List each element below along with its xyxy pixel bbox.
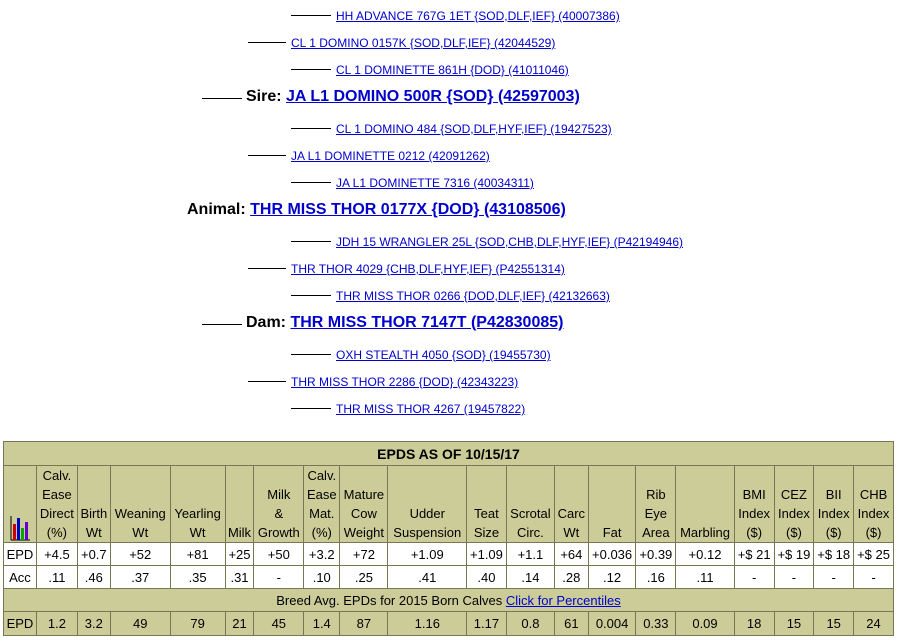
breed-avg-value-cell: 0.33 xyxy=(636,612,676,636)
epd-value-cell: +0.12 xyxy=(676,543,735,566)
epd-row-label: EPD xyxy=(4,543,37,566)
epd-value-cell: +$ 21 xyxy=(734,543,774,566)
epd-col-header-line: Milk xyxy=(227,525,252,540)
pedigree-sire-sire-link[interactable]: CL 1 DOMINO 0157K {SOD,DLF,IEF} (42044529) xyxy=(291,36,556,50)
epd-col-header-line: Index xyxy=(817,506,850,521)
epd-chart-cell[interactable] xyxy=(4,466,37,543)
epd-col-header-line: Weaning xyxy=(114,506,166,521)
breed-avg-value-cell: 1.17 xyxy=(467,612,507,636)
breed-avg-value-cell: 24 xyxy=(854,612,894,636)
epd-col-header-line: Wt xyxy=(189,525,206,540)
epd-col-header-line: Birth xyxy=(80,506,108,521)
epd-value-cell: +$ 25 xyxy=(854,543,894,566)
breed-avg-value-cell: 3.2 xyxy=(77,612,110,636)
epd-value-cell: +0.036 xyxy=(588,543,636,566)
epd-col-header-line: Marbling xyxy=(680,525,730,540)
avg-row-label: EPD xyxy=(4,612,37,636)
epd-col-header xyxy=(554,466,588,543)
acc-value-cell: .46 xyxy=(77,566,110,589)
pedigree-sire-dam-dam-link[interactable]: JA L1 DOMINETTE 7316 (40034311) xyxy=(336,176,534,190)
breed-avg-value-cell: 1.2 xyxy=(36,612,77,636)
epd-col-header-line: ($) xyxy=(825,525,842,540)
acc-value-cell: .25 xyxy=(340,566,388,589)
epd-col-header-line: Index xyxy=(857,506,890,521)
epd-value-cell: +$ 18 xyxy=(814,543,854,566)
epd-col-header xyxy=(388,466,467,543)
epd-col-header-line: & xyxy=(274,506,284,521)
acc-value-cell: - xyxy=(774,566,814,589)
epd-value-cell: +81 xyxy=(170,543,225,566)
epd-col-header-line: Udder xyxy=(409,506,445,521)
epd-col-header-line: BII xyxy=(825,487,842,502)
epd-col-header xyxy=(588,466,636,543)
epd-col-header xyxy=(304,466,340,543)
breed-avg-value-cell: 61 xyxy=(554,612,588,636)
epd-col-header-line: Ease xyxy=(306,487,337,502)
pedigree-sire-dam-link[interactable]: JA L1 DOMINETTE 0212 (42091262) xyxy=(291,149,490,163)
epd-col-header-line: BMI xyxy=(742,487,766,502)
epd-col-header-line: Index xyxy=(778,506,810,521)
epd-col-header-line: Ease xyxy=(42,487,72,502)
epd-col-header xyxy=(774,466,814,543)
breed-avg-caption xyxy=(4,589,894,612)
acc-value-cell: .11 xyxy=(676,566,735,589)
epd-col-header xyxy=(734,466,774,543)
pedigree-dam-dam-link[interactable]: THR MISS THOR 2286 {DOD} (42343223) xyxy=(291,375,519,389)
epd-col-header-line: Cow xyxy=(350,506,377,521)
epd-col-header-line: Calv. xyxy=(307,468,337,483)
epd-col-header-line: Fat xyxy=(602,525,622,540)
dam-label: Dam: xyxy=(246,314,287,331)
epd-col-header-line: Milk xyxy=(267,487,291,502)
epd-col-header xyxy=(77,466,110,543)
breed-avg-value-cell: 15 xyxy=(774,612,814,636)
breed-avg-value-cell: 0.8 xyxy=(506,612,554,636)
epd-value-cell: +50 xyxy=(254,543,304,566)
epd-col-header-line: (%) xyxy=(46,525,67,540)
breed-avg-value-cell: 18 xyxy=(734,612,774,636)
epd-col-header-line: (%) xyxy=(311,525,332,540)
epd-col-header xyxy=(854,466,894,543)
pedigree-dam-sire-sire-link[interactable]: JDH 15 WRANGLER 25L {SOD,CHB,DLF,HYF,IEF} (P42194946) xyxy=(336,235,684,249)
acc-value-cell: .40 xyxy=(467,566,507,589)
breed-avg-value-cell: 0.004 xyxy=(588,612,636,636)
acc-value-cell: - xyxy=(254,566,304,589)
epd-table xyxy=(3,441,894,636)
breed-avg-value-cell: 87 xyxy=(340,612,388,636)
pedigree-dam-sire-link[interactable]: THR THOR 4029 {CHB,DLF,HYF,IEF} (P42551314) xyxy=(291,262,565,276)
epd-col-header-line: Direct xyxy=(39,506,74,521)
bar-chart-icon[interactable] xyxy=(9,514,31,542)
acc-value-cell: .14 xyxy=(506,566,554,589)
epd-value-cell: +72 xyxy=(340,543,388,566)
epd-value-cell: +0.39 xyxy=(636,543,676,566)
epd-col-header-line: Calv. xyxy=(42,468,72,483)
epd-col-header-line: Growth xyxy=(257,525,300,540)
epd-col-header-line: ($) xyxy=(785,525,802,540)
epd-value-cell: +$ 19 xyxy=(774,543,814,566)
acc-value-cell: .37 xyxy=(110,566,170,589)
acc-value-cell: - xyxy=(814,566,854,589)
epd-value-cell: +1.09 xyxy=(388,543,467,566)
epd-col-header-line: Wt xyxy=(563,525,580,540)
pedigree-dam-sire-dam-link[interactable]: THR MISS THOR 0266 {DOD,DLF,IEF} (42132663) xyxy=(336,289,610,303)
epd-value-cell: +0.7 xyxy=(77,543,110,566)
acc-value-cell: .28 xyxy=(554,566,588,589)
epd-col-header-line: Mature xyxy=(343,487,385,502)
pedigree-sire-dam-sire-link[interactable]: CL 1 DOMINO 484 {SOD,DLF,HYF,IEF} (19427523) xyxy=(336,122,612,136)
epd-col-header-line: Weight xyxy=(343,525,385,540)
epd-value-cell: +1.09 xyxy=(467,543,507,566)
breed-avg-value-cell: 1.16 xyxy=(388,612,467,636)
epd-col-header xyxy=(467,466,507,543)
breed-avg-value-cell: 15 xyxy=(814,612,854,636)
pedigree-sire-sire-sire-link[interactable]: HH ADVANCE 767G 1ET {SOD,DLF,IEF} (40007386) xyxy=(336,9,620,23)
epd-value-cell: +52 xyxy=(110,543,170,566)
acc-value-cell: .35 xyxy=(170,566,225,589)
breed-avg-value-cell: 45 xyxy=(254,612,304,636)
animal-link[interactable]: THR MISS THOR 0177X {DOD} (43108506) xyxy=(250,201,566,218)
epd-col-header-line: Suspension xyxy=(393,525,462,540)
sire-label: Sire: xyxy=(246,88,282,105)
breed-avg-value-cell: 79 xyxy=(170,612,225,636)
epd-col-header-line: Wt xyxy=(85,525,102,540)
epd-col-header-line: Mat. xyxy=(309,506,335,521)
epd-col-header xyxy=(110,466,170,543)
breed-avg-value-cell: 0.09 xyxy=(676,612,735,636)
acc-value-cell: - xyxy=(854,566,894,589)
epd-col-header xyxy=(676,466,735,543)
epd-col-header-line: CEZ xyxy=(780,487,807,502)
sire-link[interactable]: JA L1 DOMINO 500R {SOD} (42597003) xyxy=(286,88,580,105)
epd-col-header-line: Yearling xyxy=(174,506,221,521)
pedigree-sire-sire-dam-link[interactable]: CL 1 DOMINETTE 861H {DOD} (41011046) xyxy=(336,63,569,77)
epd-value-cell: +25 xyxy=(225,543,254,566)
epd-col-header-line: Rib xyxy=(646,487,666,502)
acc-value-cell: .10 xyxy=(304,566,340,589)
acc-value-cell: .16 xyxy=(636,566,676,589)
epd-value-cell: +3.2 xyxy=(304,543,340,566)
epd-col-header-line: Size xyxy=(473,525,500,540)
epd-value-cell: +1.1 xyxy=(506,543,554,566)
epd-col-header xyxy=(636,466,676,543)
epd-col-header-line: Index xyxy=(738,506,771,521)
epd-col-header-line: ($) xyxy=(746,525,763,540)
breed-avg-value-cell: 49 xyxy=(110,612,170,636)
epd-col-header-line: Scrotal xyxy=(510,506,551,521)
acc-value-cell: .11 xyxy=(36,566,77,589)
dam-link[interactable]: THR MISS THOR 7147T (P42830085) xyxy=(290,314,564,331)
epd-col-header xyxy=(814,466,854,543)
epd-col-header-line: Eye xyxy=(644,506,668,521)
acc-value-cell: .12 xyxy=(588,566,636,589)
epd-col-header-line: Teat xyxy=(474,506,499,521)
epd-col-header-line: Wt xyxy=(132,525,149,540)
epd-col-header xyxy=(225,466,254,543)
epd-col-header xyxy=(506,466,554,543)
pedigree-dam-dam-dam-link[interactable]: THR MISS THOR 4267 (19457822) xyxy=(336,402,526,416)
animal-label: Animal: xyxy=(187,201,246,218)
acc-value-cell: .41 xyxy=(388,566,467,589)
epd-col-header xyxy=(36,466,77,543)
pedigree-dam-dam-sire-link[interactable]: OXH STEALTH 4050 {SOD} (19455730) xyxy=(336,348,551,362)
epd-title: EPDS AS OF 10/15/17 xyxy=(4,442,894,466)
epd-col-header xyxy=(340,466,388,543)
epd-value-cell: +64 xyxy=(554,543,588,566)
epd-col-header-line: Area xyxy=(642,525,670,540)
acc-row-label: Acc xyxy=(4,566,37,589)
epd-value-cell: +4.5 xyxy=(36,543,77,566)
epd-col-header xyxy=(254,466,304,543)
epd-col-header-line: CHB xyxy=(859,487,888,502)
epd-col-header xyxy=(170,466,225,543)
epd-col-header-line: Carc xyxy=(557,506,586,521)
breed-avg-value-cell: 1.4 xyxy=(304,612,340,636)
acc-value-cell: .31 xyxy=(225,566,254,589)
epd-col-header-line: ($) xyxy=(865,525,882,540)
percentiles-link[interactable]: Click for Percentiles xyxy=(505,592,621,608)
breed-avg-value-cell: 21 xyxy=(225,612,254,636)
epd-col-header-line: Circ. xyxy=(517,525,544,540)
acc-value-cell: - xyxy=(734,566,774,589)
breed-avg-text: Breed Avg. EPDs for 2015 Born Calves xyxy=(276,592,503,608)
